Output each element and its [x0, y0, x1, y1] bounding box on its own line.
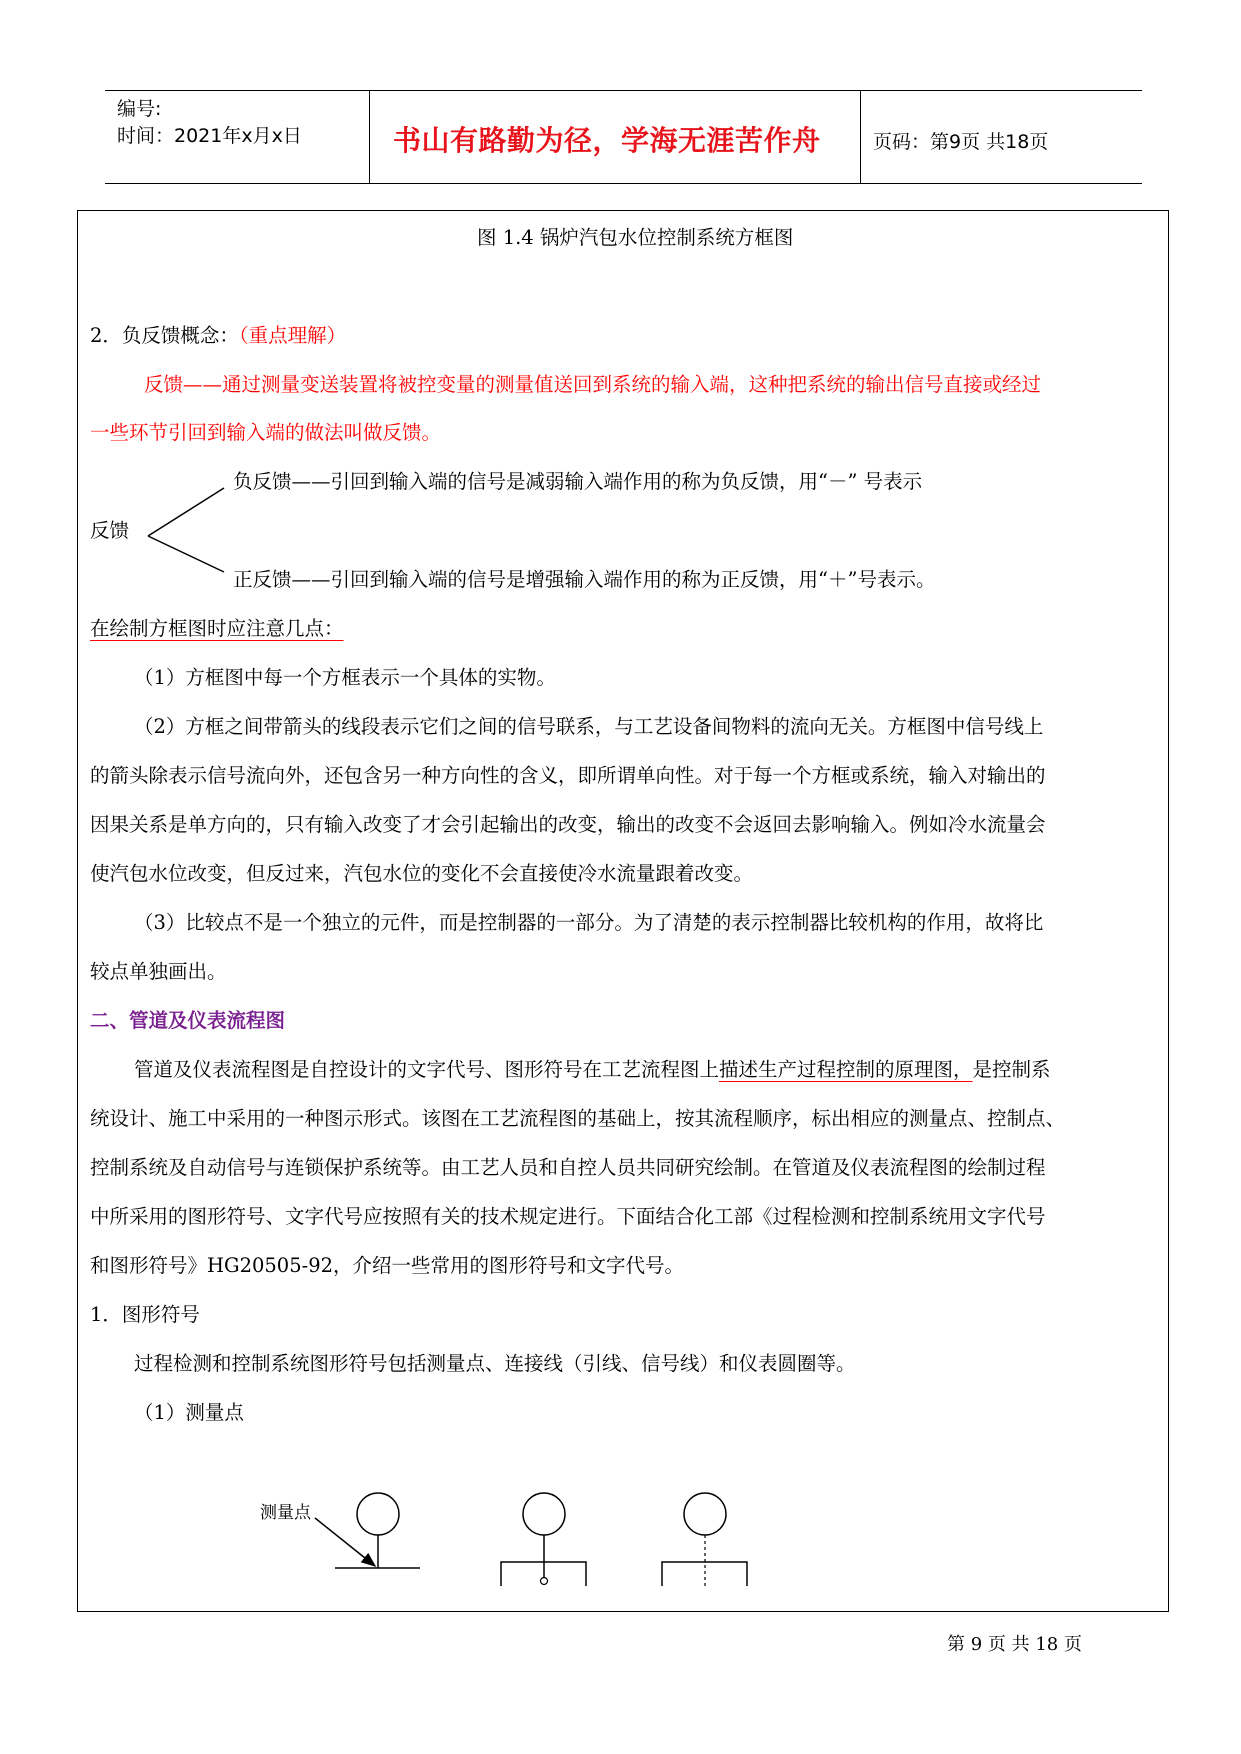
measurement-point-figures [300, 1480, 760, 1590]
figure-caption: 图 1.4 锅炉汽包水位控制系统方框图 [477, 226, 794, 249]
note-3-line-1: （3）比较点不是一个独立的元件，而是控制器的一部分。为了清楚的表示控制器比较机构的作用，故将比 [134, 911, 1044, 934]
note-1: （1）方框图中每一个方框表示一个具体的实物。 [134, 666, 556, 689]
key-point-note: （重点理解） [238, 324, 347, 347]
pid-paragraph-line-3: 控制系统及自动信号与连锁保护系统等。由工艺人员和自控人员共同研究绘制。在管道及仪表流程图的绘制过程 [90, 1156, 1046, 1179]
measurement-leader-arrow [315, 1518, 375, 1566]
graphic-symbols-description: 过程检测和控制系统图形符号包括测量点、连接线（引线、信号线）和仪表圆圈等。 [134, 1352, 856, 1375]
pid-line-1-start: 管道及仪表流程图是自控设计的文字代号、图形符号在工艺流程图上 [134, 1058, 720, 1081]
feedback-definition-line-2: 一些环节引回到输入端的做法叫做反馈。 [90, 421, 442, 444]
positive-feedback-branch: 正反馈——引回到输入端的信号是增强输入端作用的称为正反馈，用“＋”号表示。 [233, 568, 936, 591]
feedback-branch-lines [140, 480, 240, 590]
note-2-line-2: 的箭头除表示信号流向外，还包含另一种方向性的含义，即所谓单向性。对于每一个方框或系统，输入对输出的 [90, 764, 1046, 787]
drawing-notes-heading: 在绘制方框图时应注意几点： [90, 617, 344, 640]
header-divider-right [860, 90, 861, 183]
page-footer: 第 9 页 共 18 页 [947, 1634, 1082, 1655]
feedback-root-label: 反馈 [90, 519, 130, 542]
pid-paragraph-line-5: 和图形符号》HG20505-92，介绍一些常用的图形符号和文字代号。 [90, 1254, 685, 1277]
negative-feedback-heading [90, 323, 346, 349]
header-divider-left [369, 90, 370, 183]
header-motto: 书山有路勤为径，学海无涯苦作舟 [393, 124, 821, 157]
header-time-label: 时间：2021年x月x日 [117, 125, 302, 147]
pid-paragraph-line-2: 统设计、施工中采用的一种图示形式。该图在工艺流程图的基础上，按其流程顺序，标出相应的测量点、控制点、 [90, 1107, 1066, 1130]
measurement-point-heading: （1）测量点 [134, 1401, 244, 1424]
note-2-line-1: （2）方框之间带箭头的线段表示它们之间的信号联系，与工艺设备间物料的流向无关。方框图中信号线上 [134, 715, 1044, 738]
header-bottom-rule [105, 183, 1142, 184]
instrument-circle-2 [523, 1493, 565, 1535]
header-page-label: 页码：第9页 共18页 [873, 131, 1049, 153]
header-number-label: 编号: [117, 98, 162, 120]
pid-line-1-end: 是控制系 [972, 1058, 1051, 1081]
measurement-node-2 [541, 1578, 548, 1585]
pid-paragraph-line-4: 中所采用的图形符号、文字代号应按照有关的技术规定进行。下面结合化工部《过程检测和控制系统用文字代号 [90, 1205, 1046, 1228]
header-top-rule [105, 90, 1142, 91]
pid-line-1-underlined: 描述生产过程控制的原理图， [719, 1058, 973, 1081]
negative-feedback-branch: 负反馈——引回到输入端的信号是减弱输入端作用的称为负反馈，用“－” 号表示 [233, 470, 923, 493]
note-2-line-3: 因果关系是单方向的，只有输入改变了才会引起输出的改变，输出的改变不会返回去影响输入。例如冷水流量会 [90, 813, 1046, 836]
negative-feedback-heading-text: 2．负反馈概念： [90, 324, 239, 347]
pid-paragraph-line-1 [134, 1057, 1051, 1083]
feedback-definition-line-1: 反馈——通过测量变送装置将被控变量的测量值送回到系统的输入端，这种把系统的输出信号直接或经过 [144, 373, 1042, 396]
note-3-line-2: 较点单独画出。 [90, 960, 227, 983]
graphic-symbols-heading: 1．图形符号 [90, 1303, 200, 1326]
instrument-circle-1 [357, 1493, 399, 1535]
note-2-line-4: 使汽包水位改变，但反过来，汽包水位的变化不会直接使冷水流量跟着改变。 [90, 862, 754, 885]
section-two-title: 二、管道及仪表流程图 [90, 1009, 286, 1032]
measurement-point-figure-label: 测量点 [260, 1503, 311, 1523]
instrument-circle-3 [684, 1493, 726, 1535]
